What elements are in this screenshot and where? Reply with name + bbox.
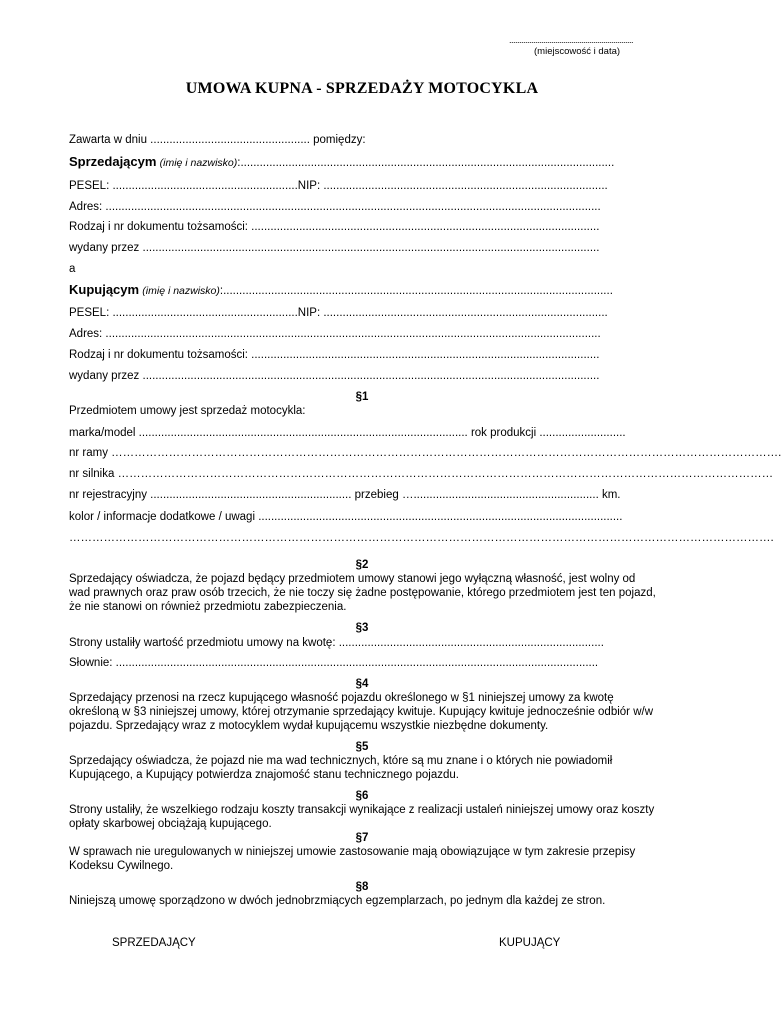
seller-signature-label: SPRZEDAJĄCY [112,937,196,949]
section-1-heading: §1 [355,391,369,403]
document-title: UMOWA KUPNA - SPRZEDAŻY MOTOCYKLA [185,80,539,97]
registration-mileage-line: nr rejestracyjny ............................................................... przebieg ….......................................................... km. [69,489,621,501]
seller-name-line [69,155,659,170]
section-6-text: Strony ustaliły, że wszelkiego rodzaju koszty transakcji wynikające z realizacji ustaleń niniejszej umowy oraz koszty opłaty skarbowej obciążają kupującego. [69,804,655,830]
buyer-label: Kupującym [69,282,140,297]
seller-name-hint: (imię i nazwisko) [159,157,238,169]
section-6-heading: §6 [355,790,369,802]
amount-words-line: Słownie: ....................................................................................................................................................... [69,657,599,669]
section-7-text: W sprawach nie uregulowanych w niniejszej umowie zastosowanie mają obowiązujące w tym zakresie przepisy Kodeksu Cywilnego. [69,846,636,872]
frame-number-line: nr ramy …………………………………………………………………………………………………………………………………………………………. [69,447,781,459]
buyer-name-dots: :.......................................................................................................................... [219,285,613,297]
section-2-text: Sprzedający oświadcza, że pojazd będący przedmiotem umowy stanowi jego wyłączną własność, jest wolny od wad prawnych oraz praw osób trzecich, że nie toczy się żadne postępowanie, którego przedmiotem jest ten pojazd, że nie stanowi on również przedmiotu zabezpieczenia. [69,573,656,613]
additional-info-line: …………………………………………………………………………………………………………………………………………………………………. [69,532,774,544]
buyer-pesel-line: PESEL: ..........................................................NIP: ......................................................................................... [69,307,608,319]
amount-line: Strony ustaliły wartość przedmiotu umowy na kwotę: ................................................................................... [69,637,604,649]
brand-model-line: marka/model ....................................................................................................... rok produkcji ........................... [69,427,626,439]
seller-pesel-line: PESEL: ..........................................................NIP: ......................................................................................... [69,180,608,192]
buyer-issued-line: wydany przez ............................................................................................................................................... [69,370,600,382]
buyer-address-line: Adres: ........................................................................................................................................................... [69,328,601,340]
section-2-heading: §2 [355,559,369,571]
section-8-text: Niniejszą umowę sporządzono w dwóch jednobrzmiących egzemplarzach, po jednym dla każdej ze stron. [69,895,606,907]
buyer-name-hint: (imię i nazwisko) [142,285,220,297]
and-separator: a [69,263,76,275]
place-date-dots: .............................................................. [509,35,634,45]
seller-name-dots: :..................................................................................................................... [237,157,615,169]
section-1-intro: Przedmiotem umowy jest sprzedaż motocykla: [69,405,306,417]
section-4-heading: §4 [355,678,369,690]
section-3-heading: §3 [355,622,369,634]
engine-number-line: nr silnika ……………………………………………………………………………………………………………………………………………………… [69,468,774,480]
buyer-name-line [69,283,659,298]
seller-issued-line: wydany przez ............................................................................................................................................... [69,242,600,254]
seller-address-line: Adres: ........................................................................................................................................................... [69,201,601,213]
seller-label: Sprzedającym [69,154,157,169]
section-7-heading: §7 [355,832,369,844]
section-5-text: Sprzedający oświadcza, że pojazd nie ma wad technicznych, które są mu znane i o których nie powiadomił Kupującego, a Kupujący potwierdza znajomość stanu technicznego pojazdu. [69,755,613,781]
section-8-heading: §8 [355,881,369,893]
seller-document-line: Rodzaj i nr dokumentu tożsamości: ............................................................................................................. [69,221,600,233]
intro-line: Zawarta w dniu .................................................. pomiędzy: [69,134,366,146]
place-date-label: (miejscowość i data) [534,46,621,57]
color-info-line: kolor / informacje dodatkowe / uwagi .................................................................................................................. [69,511,623,523]
section-4-text: Sprzedający przenosi na rzecz kupującego własność pojazdu określonego w §1 niniejszej umowy za kwotę określoną w §3 niniejszej umowy, której otrzymanie sprzedający kwituje. Kupujący kwituje jednocześnie odbiór w/w pojazdu. Sprzedający wraz z motocyklem wydał kupującemu wszystkie niezbędne dokumenty. [69,692,654,732]
buyer-document-line: Rodzaj i nr dokumentu tożsamości: ............................................................................................................. [69,349,600,361]
section-5-heading: §5 [355,741,369,753]
buyer-signature-label: KUPUJĄCY [499,937,561,949]
